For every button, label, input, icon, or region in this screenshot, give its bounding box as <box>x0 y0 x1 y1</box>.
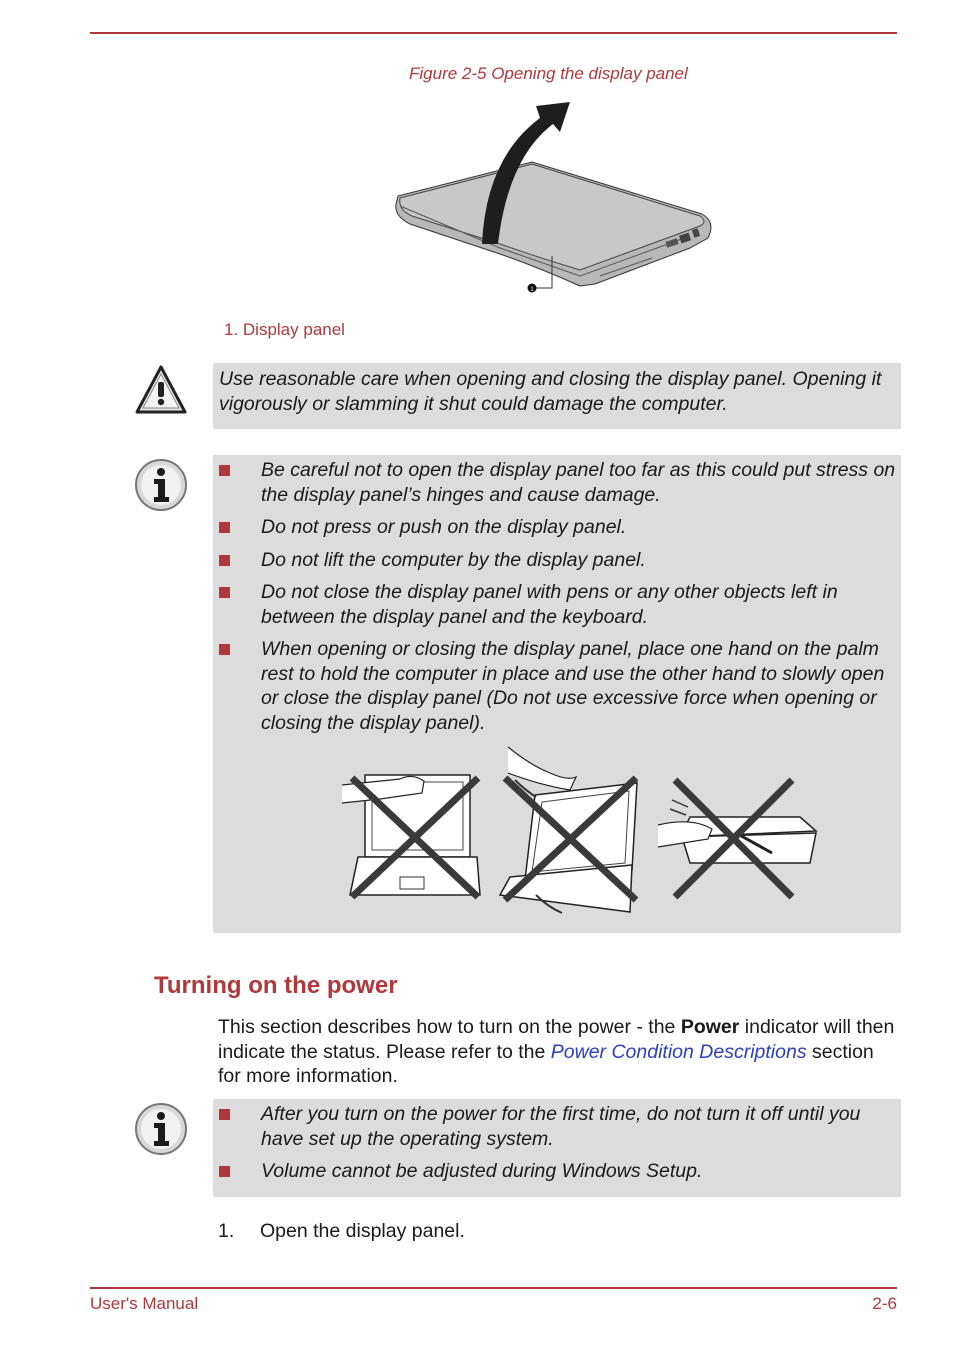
list-item: Do not press or push on the display panel. <box>213 515 901 540</box>
list-item: Do not lift the computer by the display panel. <box>213 548 901 573</box>
callout-number: 1 <box>530 287 534 293</box>
step-item <box>218 1220 465 1243</box>
list-item: Be careful not to open the display panel too far as this could put stress on the display panel’s hinges and cause damage. <box>213 458 901 507</box>
page-number: 2-6 <box>872 1294 897 1313</box>
para-mid: indicator will then indicate the status. Please refer to the <box>218 1016 895 1063</box>
para-pre: This section describes how to turn on the power - the <box>218 1016 681 1038</box>
note-box-2 <box>213 1099 901 1197</box>
list-item: Volume cannot be adjusted during Windows Setup. <box>213 1159 901 1184</box>
list-item: After you turn on the power for the first time, do not turn it off until you have set up the operating system. <box>213 1102 901 1151</box>
step-number: 1. <box>218 1220 235 1242</box>
list-item: Do not close the display panel with pens or any other objects left in between the display panel and the keyboard. <box>213 580 901 629</box>
power-condition-link[interactable]: Power Condition Descriptions <box>550 1040 807 1063</box>
header-rule <box>90 32 897 34</box>
section-paragraph <box>218 1015 898 1089</box>
laptop-lift-illustration <box>500 747 637 913</box>
footer-title: User's Manual <box>90 1294 199 1313</box>
figure-caption: Figure 2-5 Opening the display panel <box>409 64 688 83</box>
para-bold: Power <box>680 1016 740 1038</box>
list-item: When opening or closing the display panel, place one hand on the palm rest to hold the computer in place and use the other hand to slowly open or close the display panel (Do not use excessive force when opening or closing the display panel). <box>213 637 901 735</box>
step-text: Open the display panel. <box>260 1220 465 1242</box>
info-icon <box>133 457 189 513</box>
info-icon <box>133 1101 189 1157</box>
caution-box <box>213 363 901 429</box>
laptop-push-illustration <box>342 775 480 897</box>
laptop-figure <box>390 98 720 298</box>
prohibited-actions-illustration <box>340 745 820 920</box>
note-list-2 <box>213 1099 901 1184</box>
laptop-pen-illustration <box>658 780 816 897</box>
warning-triangle-icon <box>133 362 189 418</box>
note-list-1 <box>213 455 901 735</box>
figure-legend: 1. Display panel <box>224 320 345 339</box>
caution-text: Use reasonable care when opening and closing the display panel. Opening it vigorously or slamming it shut could damage the computer. <box>219 368 882 415</box>
section-heading: Turning on the power <box>154 972 398 999</box>
para-post: section for more information. <box>218 1040 874 1087</box>
footer-rule <box>90 1287 897 1289</box>
